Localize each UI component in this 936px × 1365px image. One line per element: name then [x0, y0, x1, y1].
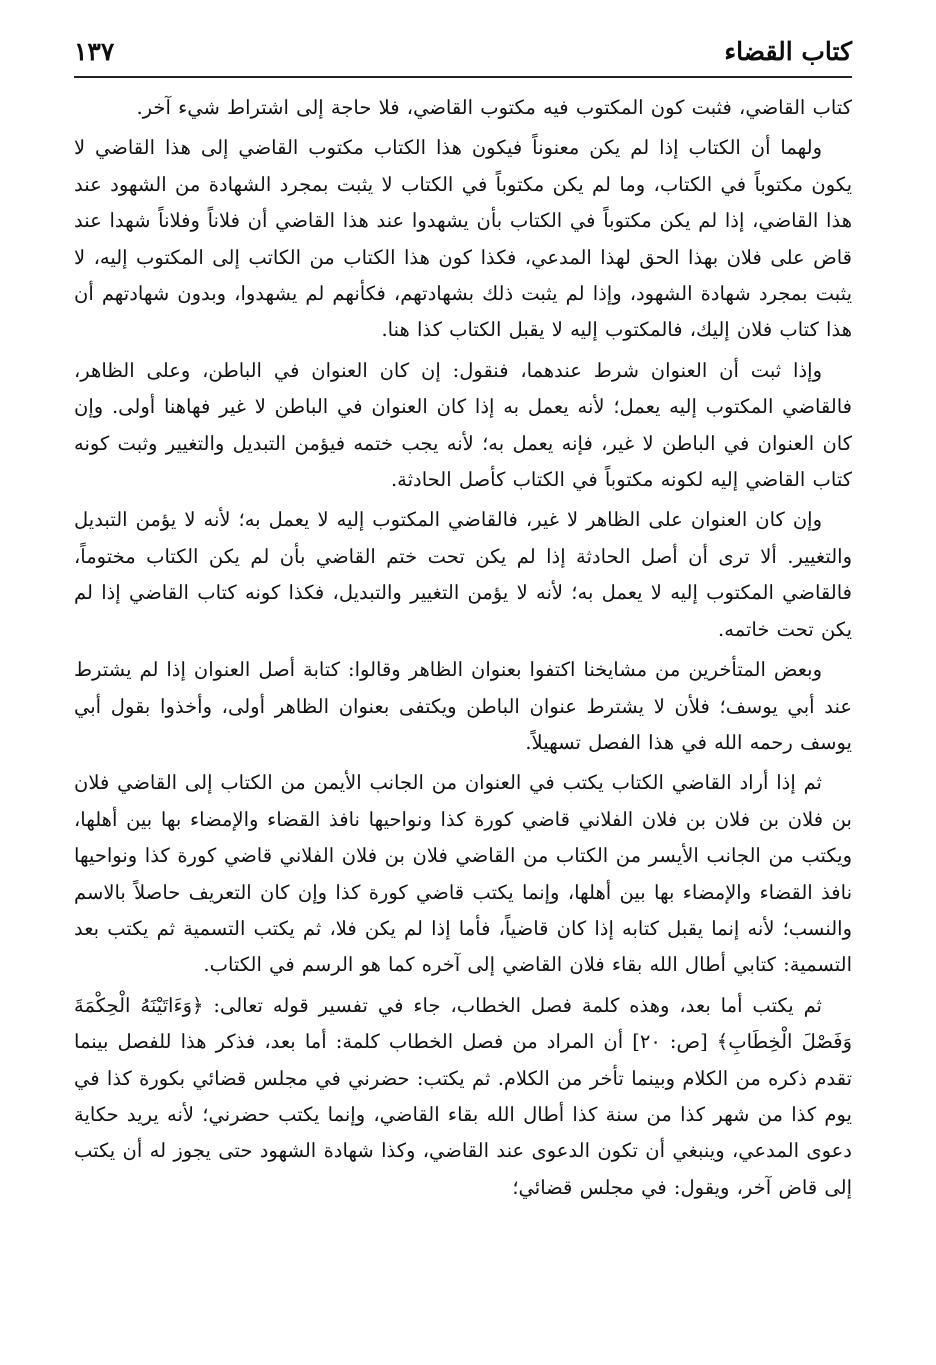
- body-text: [74, 90, 852, 1340]
- paragraph-quran-citation: ثم يكتب أما بعد، وهذه كلمة فصل الخطاب، جاء في تفسير قوله تعالى: ﴿وَءَاتَيْنَهُ الْحِكْمَةَ وَفَصْلَ الْخِطَابِ﴾ [ص: ٢٠] أن المراد من فصل الخطاب كلمة: أما بعد، فذكر هذا للفصل بينما تقدم ذكره من الكلام وبينما تأخر من الكلام. ثم يكتب: حضرني في مجلس قضائي بكورة كذا في يوم كذا من شهر كذا من سنة كذا أطال الله بقاء القاضي، وإنما يكتب حضرني؛ لأنه يريد حكاية دعوى المدعي، وينبغي أن تكون الدعوى عند القاضي، وكذا شهادة الشهود حتى يجوز له أن يكتب إلى قاض آخر، ويقول: في مجلس قضائي؛: [74, 993, 852, 1199]
- page-number: ١٣٧: [74, 37, 115, 66]
- paragraph: وإن كان العنوان على الظاهر لا غير، فالقاضي المكتوب إليه لا يعمل به؛ لأنه لا يؤمن التبديل والتغيير. ألا ترى أن أصل الحادثة إذا لم يكن تحت ختم القاضي بأن لم يكن الكتاب مختوماً، فالقاضي المكتوب إليه لا يعمل به؛ لأنه لا يؤمن التغيير والتبديل، فكذا كونه كتاب القاضي إذا لم يكن تحت خاتمه.: [74, 508, 852, 641]
- paragraph: وإذا ثبت أن العنوان شرط عندهما، فنقول: إن كان العنوان في الباطن، وعلى الظاهر، فالقاضي المكتوب إليه يعمل؛ لأنه يعمل به إذا كان العنوان في الباطن لا غير فهاهنا أولى. وإن كان العنوان في الباطن لا غير، فإنه يعمل به؛ لأنه يجب ختمه فيؤمن التبديل والتغيير وثبت كونه كتاب القاضي إليه لكونه مكتوباً في الكتاب كأصل الحادثة.: [74, 358, 852, 492]
- page-header: [74, 34, 852, 78]
- header-rule: [74, 76, 852, 78]
- paragraph: ولهما أن الكتاب إذا لم يكن معنوناً فيكون هذا الكتاب مكتوب القاضي إلى هذا القاضي لا يكون مكتوباً في الكتاب، وما لم يكن مكتوباً في الكتاب لا يثبت بمجرد الشهادة من الشهود عند هذا القاضي، إذا لم يكن مكتوباً في الكتاب بأن يشهدوا عند هذا القاضي أن فلاناً وفلاناً شهدا عند قاض على فلان بهذا الحق لهذا المدعي، فكذا كون هذا الكتاب من الكاتب إلى المكتوب إليه، لا يثبت بمجرد شهادة الشهود، وإذا لم يثبت ذلك بشهادتهم، فكأنهم لم يشهدوا، وبدون شهادتهم أن هذا كتاب فلان إليك، فالمكتوب إليه لا يقبل الكتاب كذا هنا.: [74, 136, 852, 342]
- running-title: كتاب القضاء: [724, 37, 852, 66]
- paragraph: وبعض المتأخرين من مشايخنا اكتفوا بعنوان الظاهر وقالوا: كتابة أصل العنوان إذا لم يشترط عند أبي يوسف؛ فلأن لا يشترط عنوان الباطن ويكتفى بعنوان الظاهر أولى، وأخذوا بقول أبي يوسف رحمه الله في هذا الفصل تسهيلاً.: [74, 658, 852, 754]
- paragraph: ثم إذا أراد القاضي الكتاب يكتب في العنوان من الجانب الأيمن من الكتاب إلى القاضي فلان بن فلان بن فلان بن فلان الفلاني قاضي كورة كذا ونواحيها نافذ القضاء والإمضاء بها بين أهلها، ويكتب من الجانب الأيسر من الكتاب من القاضي فلان بن فلان الفلاني قاضي كورة كذا ونواحيها نافذ القضاء والإمضاء بها بين أهلها، وإنما يكتب قاضي كورة كذا وإن كان التعريف حاصلاً بالاسم والنسب؛ لأنه إنما يقبل كتابه إذا كان قاضياً، فأما إذا لم يكن فلا، ثم يكتب التسمية ثم يكتب بعد التسمية: كتابي أطال الله بقاء فلان القاضي إلى آخره كما هو الرسم في الكتاب.: [74, 771, 852, 977]
- paragraph-continued: كتاب القاضي، فثبت كون المكتوب فيه مكتوب القاضي، فلا حاجة إلى اشتراط شيء آخر.: [136, 96, 852, 119]
